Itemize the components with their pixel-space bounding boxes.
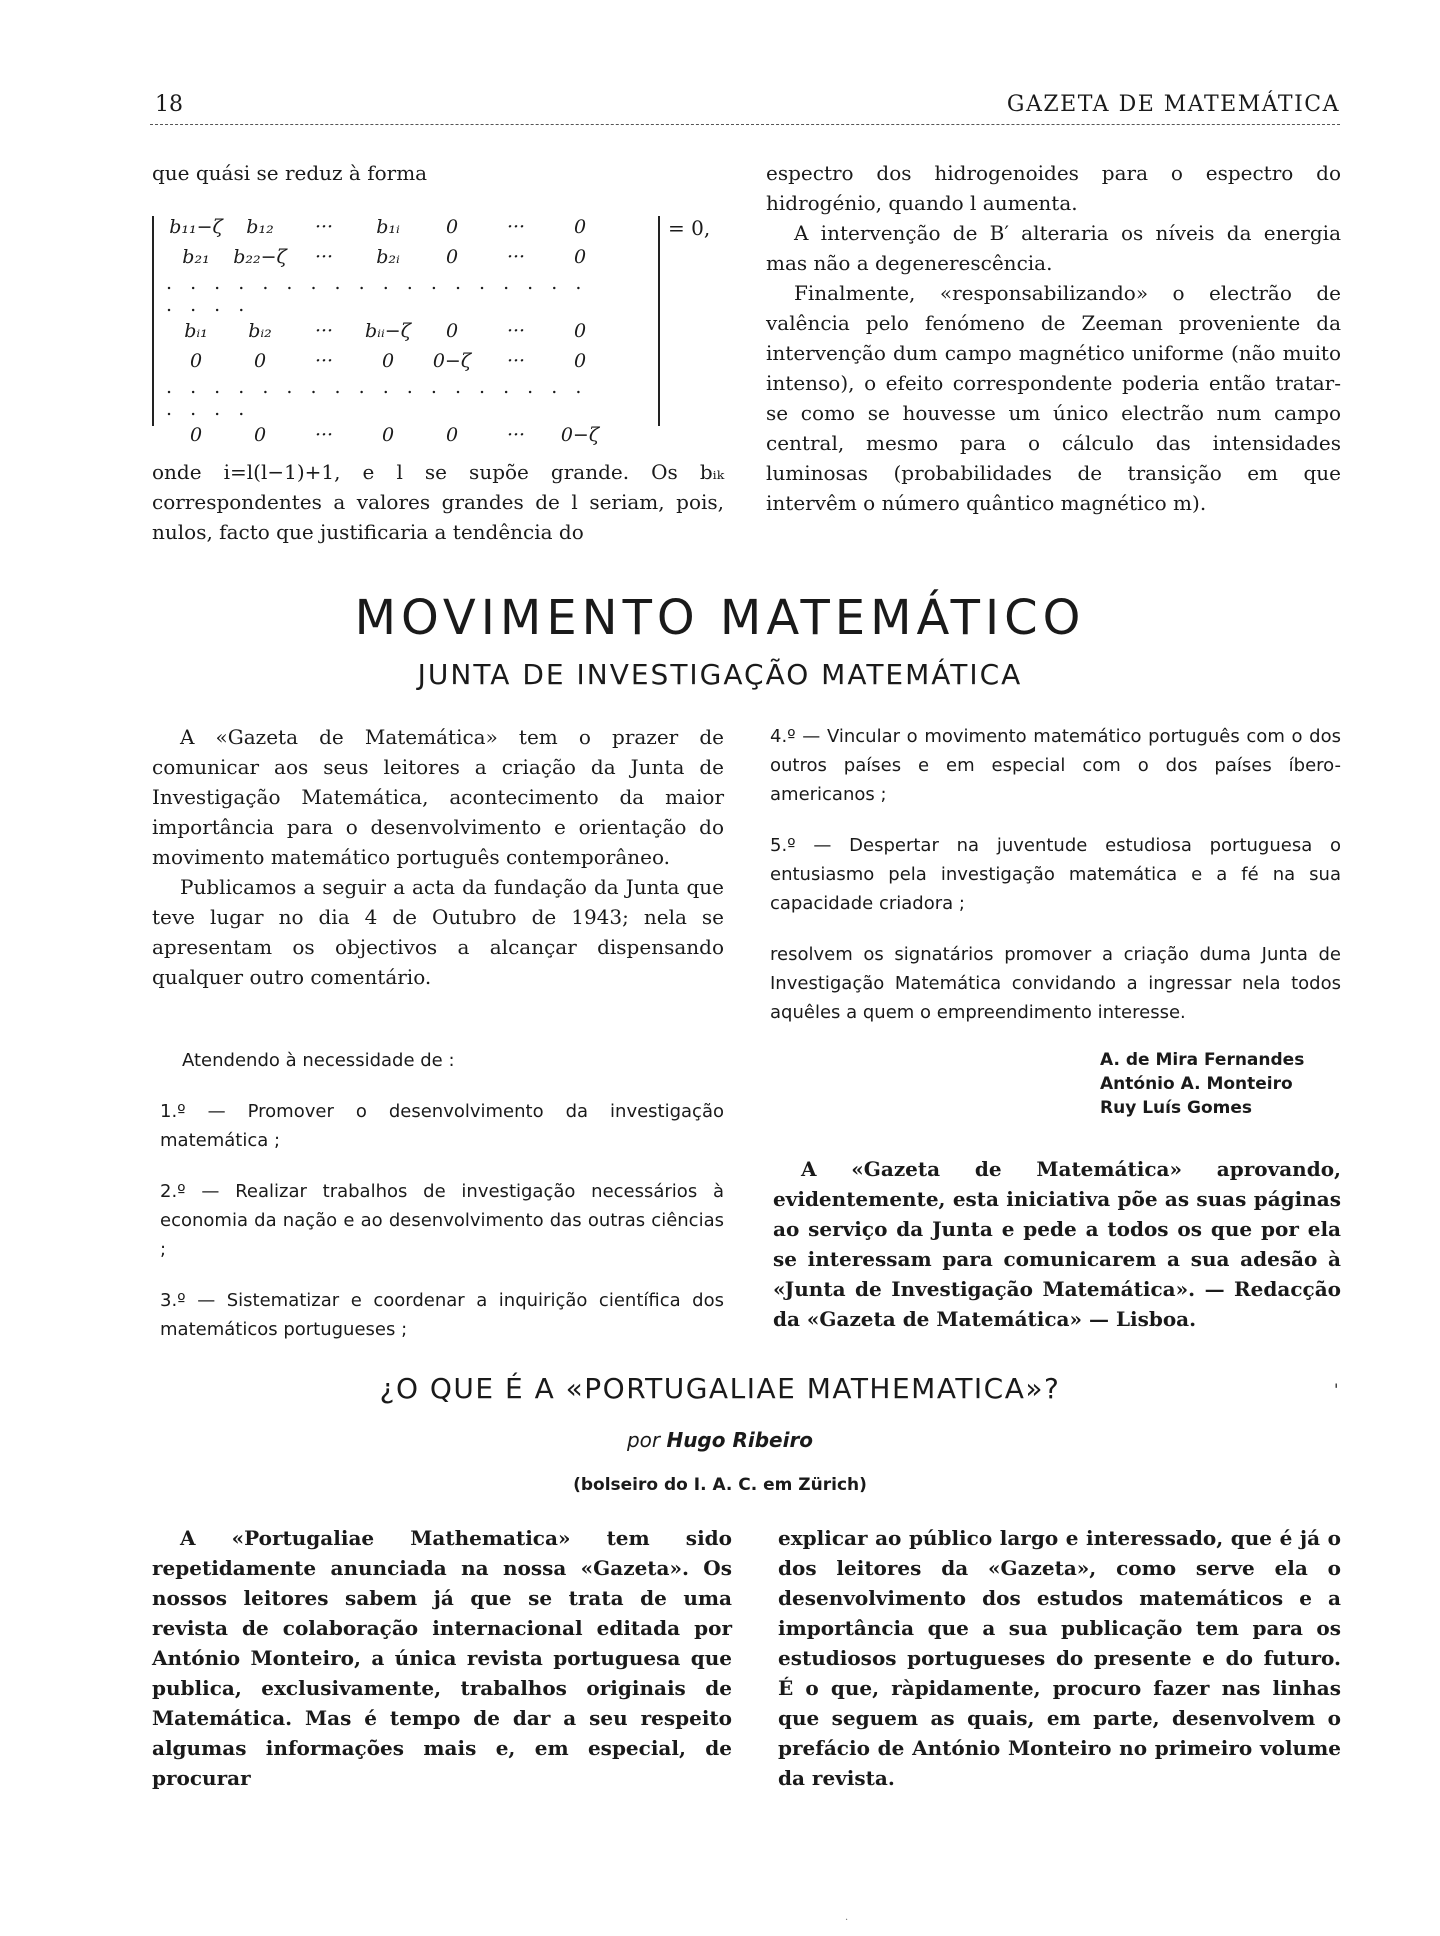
page-speck: · bbox=[845, 1915, 849, 1926]
matrix-row bbox=[164, 346, 612, 376]
matrix-cell: ··· bbox=[506, 350, 526, 372]
matrix-right-bar bbox=[658, 216, 660, 426]
matrix-cell: ··· bbox=[506, 320, 526, 342]
determinant-matrix bbox=[152, 212, 712, 446]
top-left-column bbox=[152, 158, 724, 188]
matrix-row bbox=[164, 242, 612, 272]
matrix-cell: ··· bbox=[314, 424, 334, 446]
matrix-intro: que quási se reduz à forma bbox=[152, 161, 428, 185]
matrix-cell: b₁₁−ζ bbox=[169, 216, 223, 238]
signatories bbox=[1100, 1048, 1340, 1120]
matrix-after-text: onde i=l(l−1)+1, e l se supõe grande. Os bᵢₖ correspondentes a valores grandes de l seriam, pois, nulos, facto que justificaria a tendência do bbox=[152, 460, 724, 544]
closing-note bbox=[773, 1154, 1341, 1334]
matrix-cell: 0 bbox=[573, 350, 587, 372]
matrix-table bbox=[164, 212, 612, 450]
author-name: Hugo Ribeiro bbox=[666, 1428, 814, 1452]
junta-intro-paragraph: A «Gazeta de Matemática» tem o prazer de comunicar aos seus leitores a criação da Junta de Investigação Matemática, acontecimento da maior importância para o desenvolvimento e orientação do movimento matemático português contemporâneo. bbox=[152, 725, 724, 869]
matrix-cell: 0 bbox=[189, 350, 203, 372]
article-title: ¿O QUE É A «PORTUGALIAE MATHEMATICA»? bbox=[379, 1372, 1061, 1405]
article-right-paragraph: explicar ao público largo e interessado, que é já o dos leitores da «Gazeta», como serve ela o desenvolvimento dos estudos matemáticos e a importância que a sua publicação tem para os estudiosos portugueses do presente e do futuro. É o que, ràpidamente, procuro fazer nas linhas que seguem as quais, em parte, desenvolvem o prefácio de António Monteiro no primeiro volume da revista. bbox=[778, 1526, 1341, 1790]
matrix-cell: b₂ᵢ bbox=[376, 246, 400, 268]
resolution-text: resolvem os signatários promover a criação duma Junta de Investigação Matemática convidando a ingressar nela todos aquêles a quem o empreendimento interesse. bbox=[770, 944, 1341, 1023]
matrix-row bbox=[164, 420, 612, 450]
matrix-cell: ··· bbox=[506, 424, 526, 446]
closing-paragraph: A «Gazeta de Matemática» aprovando, evidentemente, esta iniciativa põe as suas páginas ao serviço da Junta e pede a todos os que por ela se interessam para comunicarem a sua adesão à «Junta de Investigação Matemática». — Redacção da «Gazeta de Matemática» — Lisboa. bbox=[773, 1157, 1341, 1331]
signatory: A. de Mira Fernandes bbox=[1100, 1050, 1305, 1070]
junta-left-column bbox=[152, 722, 724, 992]
top-right-column bbox=[766, 158, 1341, 518]
matrix-cell: b₁ᵢ bbox=[376, 216, 400, 238]
article-right-column bbox=[778, 1523, 1341, 1793]
article-left-column bbox=[152, 1523, 732, 1793]
list-item: 4.º — Vincular o movimento matemático português com o dos outros países e em especial com o dos países íbero-americanos ; bbox=[770, 726, 1341, 805]
matrix-cell: 0 bbox=[573, 246, 587, 268]
section-title: MOVIMENTO MATEMÁTICO bbox=[354, 590, 1086, 646]
matrix-cell: 0−ζ bbox=[560, 424, 600, 446]
matrix-cell: ··· bbox=[314, 350, 334, 372]
list-item: 2.º — Realizar trabalhos de investigação necessários à economia da nação e ao desenvolvimento das outras ciências ; bbox=[160, 1181, 724, 1260]
objectives-list bbox=[160, 1046, 724, 1366]
matrix-cell: bᵢ₁ bbox=[184, 320, 208, 342]
matrix-cell: 0−ζ bbox=[432, 350, 472, 372]
matrix-conclusion bbox=[152, 457, 724, 547]
matrix-cell: 0 bbox=[189, 424, 203, 446]
byline-prefix: por bbox=[626, 1428, 661, 1452]
matrix-cell: ··· bbox=[506, 246, 526, 268]
matrix-cell: bᵢᵢ−ζ bbox=[364, 320, 412, 342]
page-number: 18 bbox=[155, 92, 183, 117]
matrix-cell: 0 bbox=[253, 350, 267, 372]
matrix-cell: ··· bbox=[314, 320, 334, 342]
matrix-cell: 0 bbox=[445, 320, 459, 342]
margin-mark: ' bbox=[1334, 1380, 1339, 1399]
spectrum-paragraph: espectro dos hidrogenoides para o espectro do hidrogénio, quando l aumenta. bbox=[766, 161, 1341, 215]
matrix-dots-row bbox=[164, 272, 612, 316]
matrix-cell: 0 bbox=[381, 350, 395, 372]
considering-text: Atendendo à necessidade de : bbox=[182, 1050, 455, 1071]
section-subtitle: JUNTA DE INVESTIGAÇÃO MATEMÁTICA bbox=[417, 658, 1023, 691]
matrix-left-bar bbox=[152, 216, 154, 426]
article-left-paragraph: A «Portugaliae Mathematica» tem sido repetidamente anunciada na nossa «Gazeta». Os nossos leitores sabem já que se trata de uma revista de colaboração internacional editada por António Monteiro, a única revista portuguesa que publica, exclusivamente, trabalhos originais de Matemática. Mas é tempo de dar a seu respeito algumas informações mais e, em especial, de procurar bbox=[152, 1526, 732, 1790]
matrix-cell: b₁₂ bbox=[246, 216, 274, 238]
matrix-dots: . . . . . . . . . . . . . . . . . . . . . . bbox=[166, 376, 588, 420]
matrix-row bbox=[164, 212, 612, 242]
list-item: 5.º — Despertar na juventude estudiosa portuguesa o entusiasmo pela investigação matemática e a fé na sua capacidade criadora ; bbox=[770, 835, 1341, 914]
list-item: 1.º — Promover o desenvolvimento da investigação matemática ; bbox=[160, 1101, 724, 1151]
junta-acta-paragraph: Publicamos a seguir a acta da fundação da Junta que teve lugar no dia 4 de Outubro de 1943; nela se apresentam os objectivos a alcançar dispensando qualquer outro comentário. bbox=[152, 875, 724, 989]
author-affiliation: (bolseiro do I. A. C. em Zürich) bbox=[573, 1475, 867, 1495]
matrix-cell: 0 bbox=[445, 216, 459, 238]
matrix-cell: ··· bbox=[506, 216, 526, 238]
matrix-row bbox=[164, 316, 612, 346]
energy-paragraph: A intervenção de B′ alteraria os níveis da energia mas não a degenerescência. bbox=[766, 221, 1341, 275]
header-rule bbox=[150, 124, 1340, 125]
signatory: António A. Monteiro bbox=[1100, 1074, 1293, 1094]
junta-right-column bbox=[770, 722, 1341, 1049]
matrix-cell: 0 bbox=[381, 424, 395, 446]
signatory: Ruy Luís Gomes bbox=[1100, 1098, 1252, 1118]
matrix-equals: = 0, bbox=[668, 216, 711, 240]
matrix-cell: ··· bbox=[314, 216, 334, 238]
matrix-dots: . . . . . . . . . . . . . . . . . . . . . . bbox=[166, 272, 588, 316]
zeeman-paragraph: Finalmente, «responsabilizando» o electrão de valência pelo fenómeno de Zeeman proveniente da intervenção dum campo magnético uniforme (não muito intenso), o efeito correspondente poderia então tratar-se como se houvesse um único electrão num campo central, mesmo para o cálculo das intensidades luminosas (probabilidades de transição em que intervêm o número quântico magnético m). bbox=[766, 281, 1341, 515]
matrix-cell: ··· bbox=[314, 246, 334, 268]
matrix-cell: 0 bbox=[573, 216, 587, 238]
matrix-cell: 0 bbox=[445, 424, 459, 446]
matrix-cell: 0 bbox=[253, 424, 267, 446]
matrix-cell: b₂₂−ζ bbox=[233, 246, 287, 268]
running-head: GAZETA DE MATEMÁTICA bbox=[1006, 92, 1340, 117]
matrix-cell: 0 bbox=[573, 320, 587, 342]
article-byline bbox=[0, 1428, 1440, 1452]
matrix-cell: 0 bbox=[445, 246, 459, 268]
list-item: 3.º — Sistematizar e coordenar a inquirição científica dos matemáticos portugueses ; bbox=[160, 1290, 724, 1340]
matrix-cell: bᵢ₂ bbox=[248, 320, 272, 342]
matrix-cell: b₂₁ bbox=[182, 246, 210, 268]
matrix-dots-row bbox=[164, 376, 612, 420]
